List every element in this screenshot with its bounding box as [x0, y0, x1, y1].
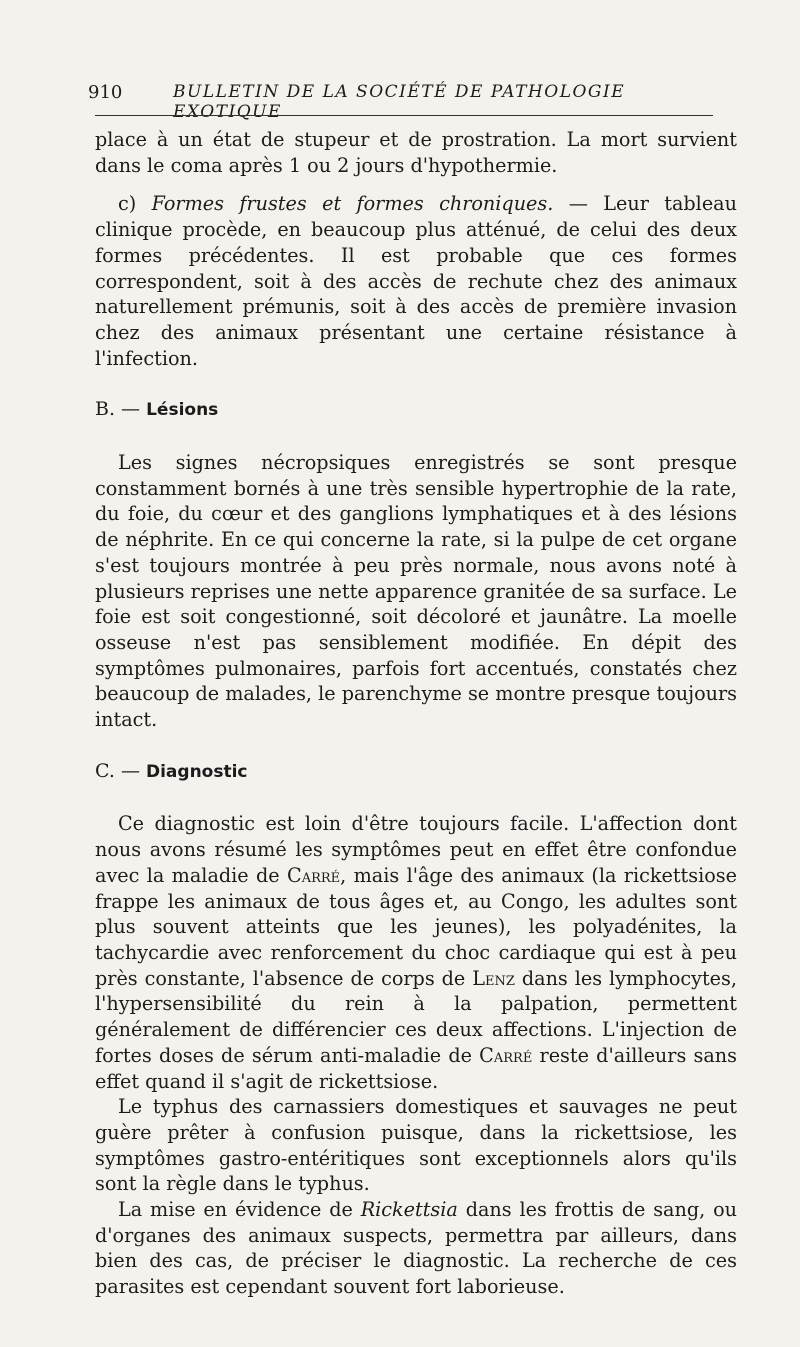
section-title: Diagnostic: [145, 761, 248, 782]
header-rule: [95, 115, 713, 116]
paragraph-typhus: Le typhus des carnassiers domestiques et sauvages ne peut guère prêter à confusion puisque, dans la rickettsiose, les symptômes gastro-entéritiques sont exceptionnels alors qu'ils sont la règle dans le typhus.: [95, 1095, 737, 1196]
paragraph-formes-frustes: [95, 191, 737, 371]
running-title: BULLETIN DE LA SOCIÉTÉ DE PATHOLOGIE EXOTIQUE: [173, 82, 626, 122]
paragraph-rickettsia: La mise en évidence de Rickettsia dans les frottis de sang, ou d'organes des animaux suspects, permettra par ailleurs, dans bien des cas, de préciser le diagnostic. La recherche de ces parasites est cependant souvent fort laborieuse.: [95, 1198, 737, 1299]
paragraph-diagnostic: Ce diagnostic est loin d'être toujours facile. L'affection dont nous avons résumé les symptômes peut en effet être confondue avec la maladie de Carré, mais l'âge des animaux (la rickettsiose frappe les animaux de tous âges et, au Congo, les adultes sont plus souvent atteints que les jeunes), les polyadénites, la tachycardie avec renforcement du choc cardiaque qui est à peu près constante, l'absence de corps de Lenz dans les lymphocytes, l'hypersensibilité du rein à la palpation, permettent généralement de différencier ces deux affections. L'injection de fortes doses de sérum anti-maladie de Carré reste d'ailleurs sans effet quand il s'agit de rickettsiose.: [95, 812, 737, 1093]
paragraph-prostration: place à un état de stupeur et de prostration. La mort survient dans le coma après 1 ou 2 jours d'hypothermie.: [95, 128, 737, 177]
subsection-title: Formes frustes et formes chroniques.: [151, 192, 554, 216]
section-letter: C. —: [95, 759, 146, 782]
section-letter: B. —: [95, 398, 147, 421]
genus-name: Rickettsia: [360, 1198, 458, 1222]
section-title: Lésions: [146, 400, 219, 421]
author-name: Lenz: [472, 966, 515, 990]
paragraph-text: — Leur tableau clinique procède, en beaucoup plus atténué, de celui des deux formes précédentes. Il est probable que ces formes correspondent, soit à des accès de rechute chez des animaux naturellement prémunis, soit à des accès de première invasion chez des animaux présentant une certaine résistance à l'infection.: [95, 192, 737, 370]
list-label: c): [118, 192, 152, 216]
paragraph-lesions: Les signes nécropsiques enregistrés se sont presque constamment bornés à une très sensible hypertrophie de la rate, du foie, du cœur et des ganglions lymphatiques et à des lésions de néphrite. En ce qui concerne la rate, si la pulpe de cet organe s'est toujours montrée à peu près normale, nous avons noté à plusieurs reprises une nette apparence granitée de sa surface. Le foie est soit congestionné, soit décoloré et jaunâtre. La moelle osseuse n'est pas sensiblement modifiée. En dépit des symptômes pulmonaires, parfois fort accentués, constatés chez beaucoup de malades, le parenchyme se montre presque toujours intact.: [95, 451, 737, 732]
running-header: [88, 82, 713, 122]
article-body: [95, 127, 737, 1300]
page-number: 910: [88, 82, 123, 103]
author-name: Carré: [479, 1043, 533, 1067]
author-name: Carré: [287, 863, 341, 887]
section-heading-diagnostic: [95, 759, 737, 786]
section-heading-lesions: [95, 397, 737, 424]
